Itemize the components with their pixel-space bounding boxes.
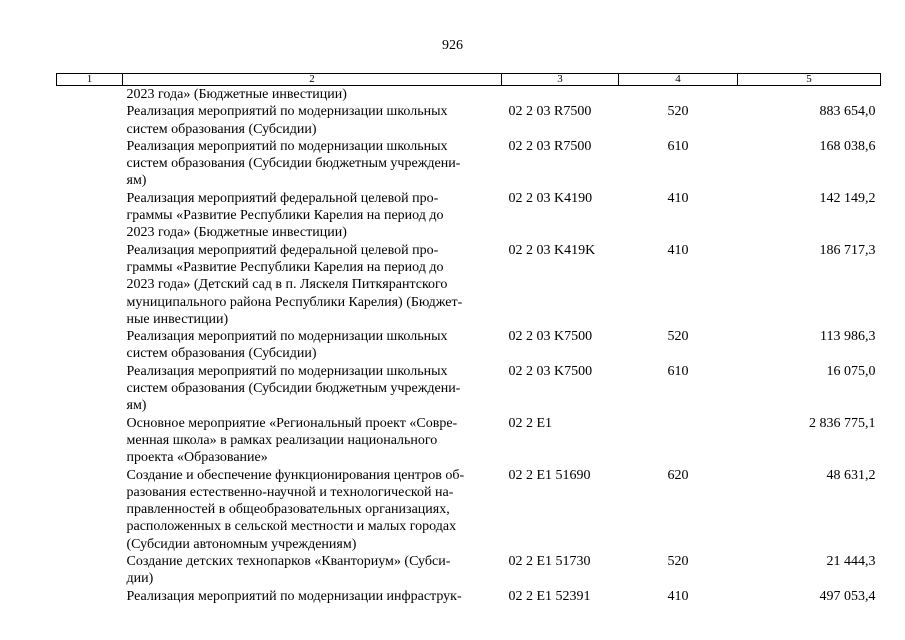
table-row [57,363,881,415]
row-amount: 2 836 775,1 [809,415,876,431]
row-code: 02 2 E1 52391 [508,588,591,604]
row-amount: 48 631,2 [826,467,876,483]
page-number: 926 [442,38,463,53]
table-header [57,74,881,86]
row-number-cell [57,103,123,138]
row-amount: 16 075,0 [826,363,876,379]
table-row [57,190,881,242]
row-code: 02 2 E1 [508,415,553,431]
row-name: Реализация мероприятий по модернизации школьных систем образования (Субсидии) [126,104,448,137]
row-number-cell [57,190,123,242]
column-header-1: 1 [57,74,123,86]
row-expense-type [619,86,738,104]
row-name: Основное мероприятие «Региональный проект «Совре- менная школа» в рамках реализации национального проекта «Образование» [126,415,458,466]
row-number-cell [57,467,123,553]
row-name: Реализация мероприятий федеральной целевой про- граммы «Развитие Республики Карелия на период до 2023 года» (Бюджетные инвестиции) [126,190,444,241]
row-code: 02 2 03 R7500 [508,138,592,154]
row-code: 02 2 03 R7500 [508,104,592,120]
header-row [57,74,881,86]
budget-table [56,73,881,605]
row-name: Реализация мероприятий по модернизации инфраструк- [126,588,462,604]
row-name: Создание детских технопарков «Кванториум» (Субси- дии) [126,554,451,587]
row-name: Создание и обеспечение функционирования центров об- разования естественно-научной и технологической на- правленностей в общеобразовательных организациях, расположенных в сельской местности и малых городах (Субсидии автономным учреждениям) [126,467,465,552]
column-header-2: 2 [123,74,502,86]
row-amount: 142 149,2 [819,190,876,206]
row-amount: 113 986,3 [820,329,876,345]
row-number-cell [57,242,123,328]
table-row [57,103,881,138]
row-name: 2023 года» (Бюджетные инвестиции) [126,87,347,102]
row-code: 02 2 E1 51690 [508,467,591,483]
row-expense-type: 520 [667,554,689,570]
row-code: 02 2 03 K419K [508,242,596,258]
row-number-cell [57,553,123,588]
column-header-4: 4 [619,74,738,86]
table-row [57,242,881,328]
row-number-cell [57,138,123,190]
row-number-cell [57,588,123,605]
table-row [57,328,881,363]
row-name: Реализация мероприятий по модернизации школьных систем образования (Субсидии бюджетным учреждени- ям) [126,138,461,189]
row-name: Реализация мероприятий по модернизации школьных систем образования (Субсидии бюджетным учреждени- ям) [126,363,461,414]
column-header-5: 5 [738,74,881,86]
table-row [57,588,881,605]
row-amount [738,86,881,104]
row-name: Реализация мероприятий федеральной целевой про- граммы «Развитие Республики Карелия на период до 2023 года» (Детский сад в п. Ляскеля Питкярантского муниципального района Республики Карелия) (Бюджет- ные инвестиции) [126,242,463,327]
row-code: 02 2 03 K7500 [508,329,593,345]
row-expense-type: 520 [667,329,689,345]
table-row [57,415,881,467]
row-number-cell [57,363,123,415]
row-amount: 186 717,3 [819,242,876,258]
row-amount: 21 444,3 [826,554,876,570]
row-expense-type: 610 [667,363,689,379]
row-amount: 168 038,6 [819,138,876,154]
row-code: 02 2 03 K7500 [508,363,593,379]
row-expense-type: 410 [667,190,689,206]
row-name: Реализация мероприятий по модернизации школьных систем образования (Субсидии) [126,329,448,362]
row-amount: 497 053,4 [819,588,876,604]
table-row [57,467,881,553]
row-number-cell [57,415,123,467]
row-amount: 883 654,0 [819,104,876,120]
row-number-cell [57,86,123,104]
row-expense-type: 610 [667,138,689,154]
row-code: 02 2 E1 51730 [508,554,591,570]
row-number-cell [57,328,123,363]
table-row [57,138,881,190]
row-code: 02 2 03 K4190 [508,190,593,206]
column-header-3: 3 [502,74,619,86]
row-expense-type: 520 [667,104,689,120]
row-expense-type: 410 [667,242,689,258]
row-code [502,86,619,104]
row-expense-type [619,415,738,467]
table-row [57,86,881,104]
table-row [57,553,881,588]
row-expense-type: 410 [667,588,689,604]
row-expense-type: 620 [667,467,689,483]
